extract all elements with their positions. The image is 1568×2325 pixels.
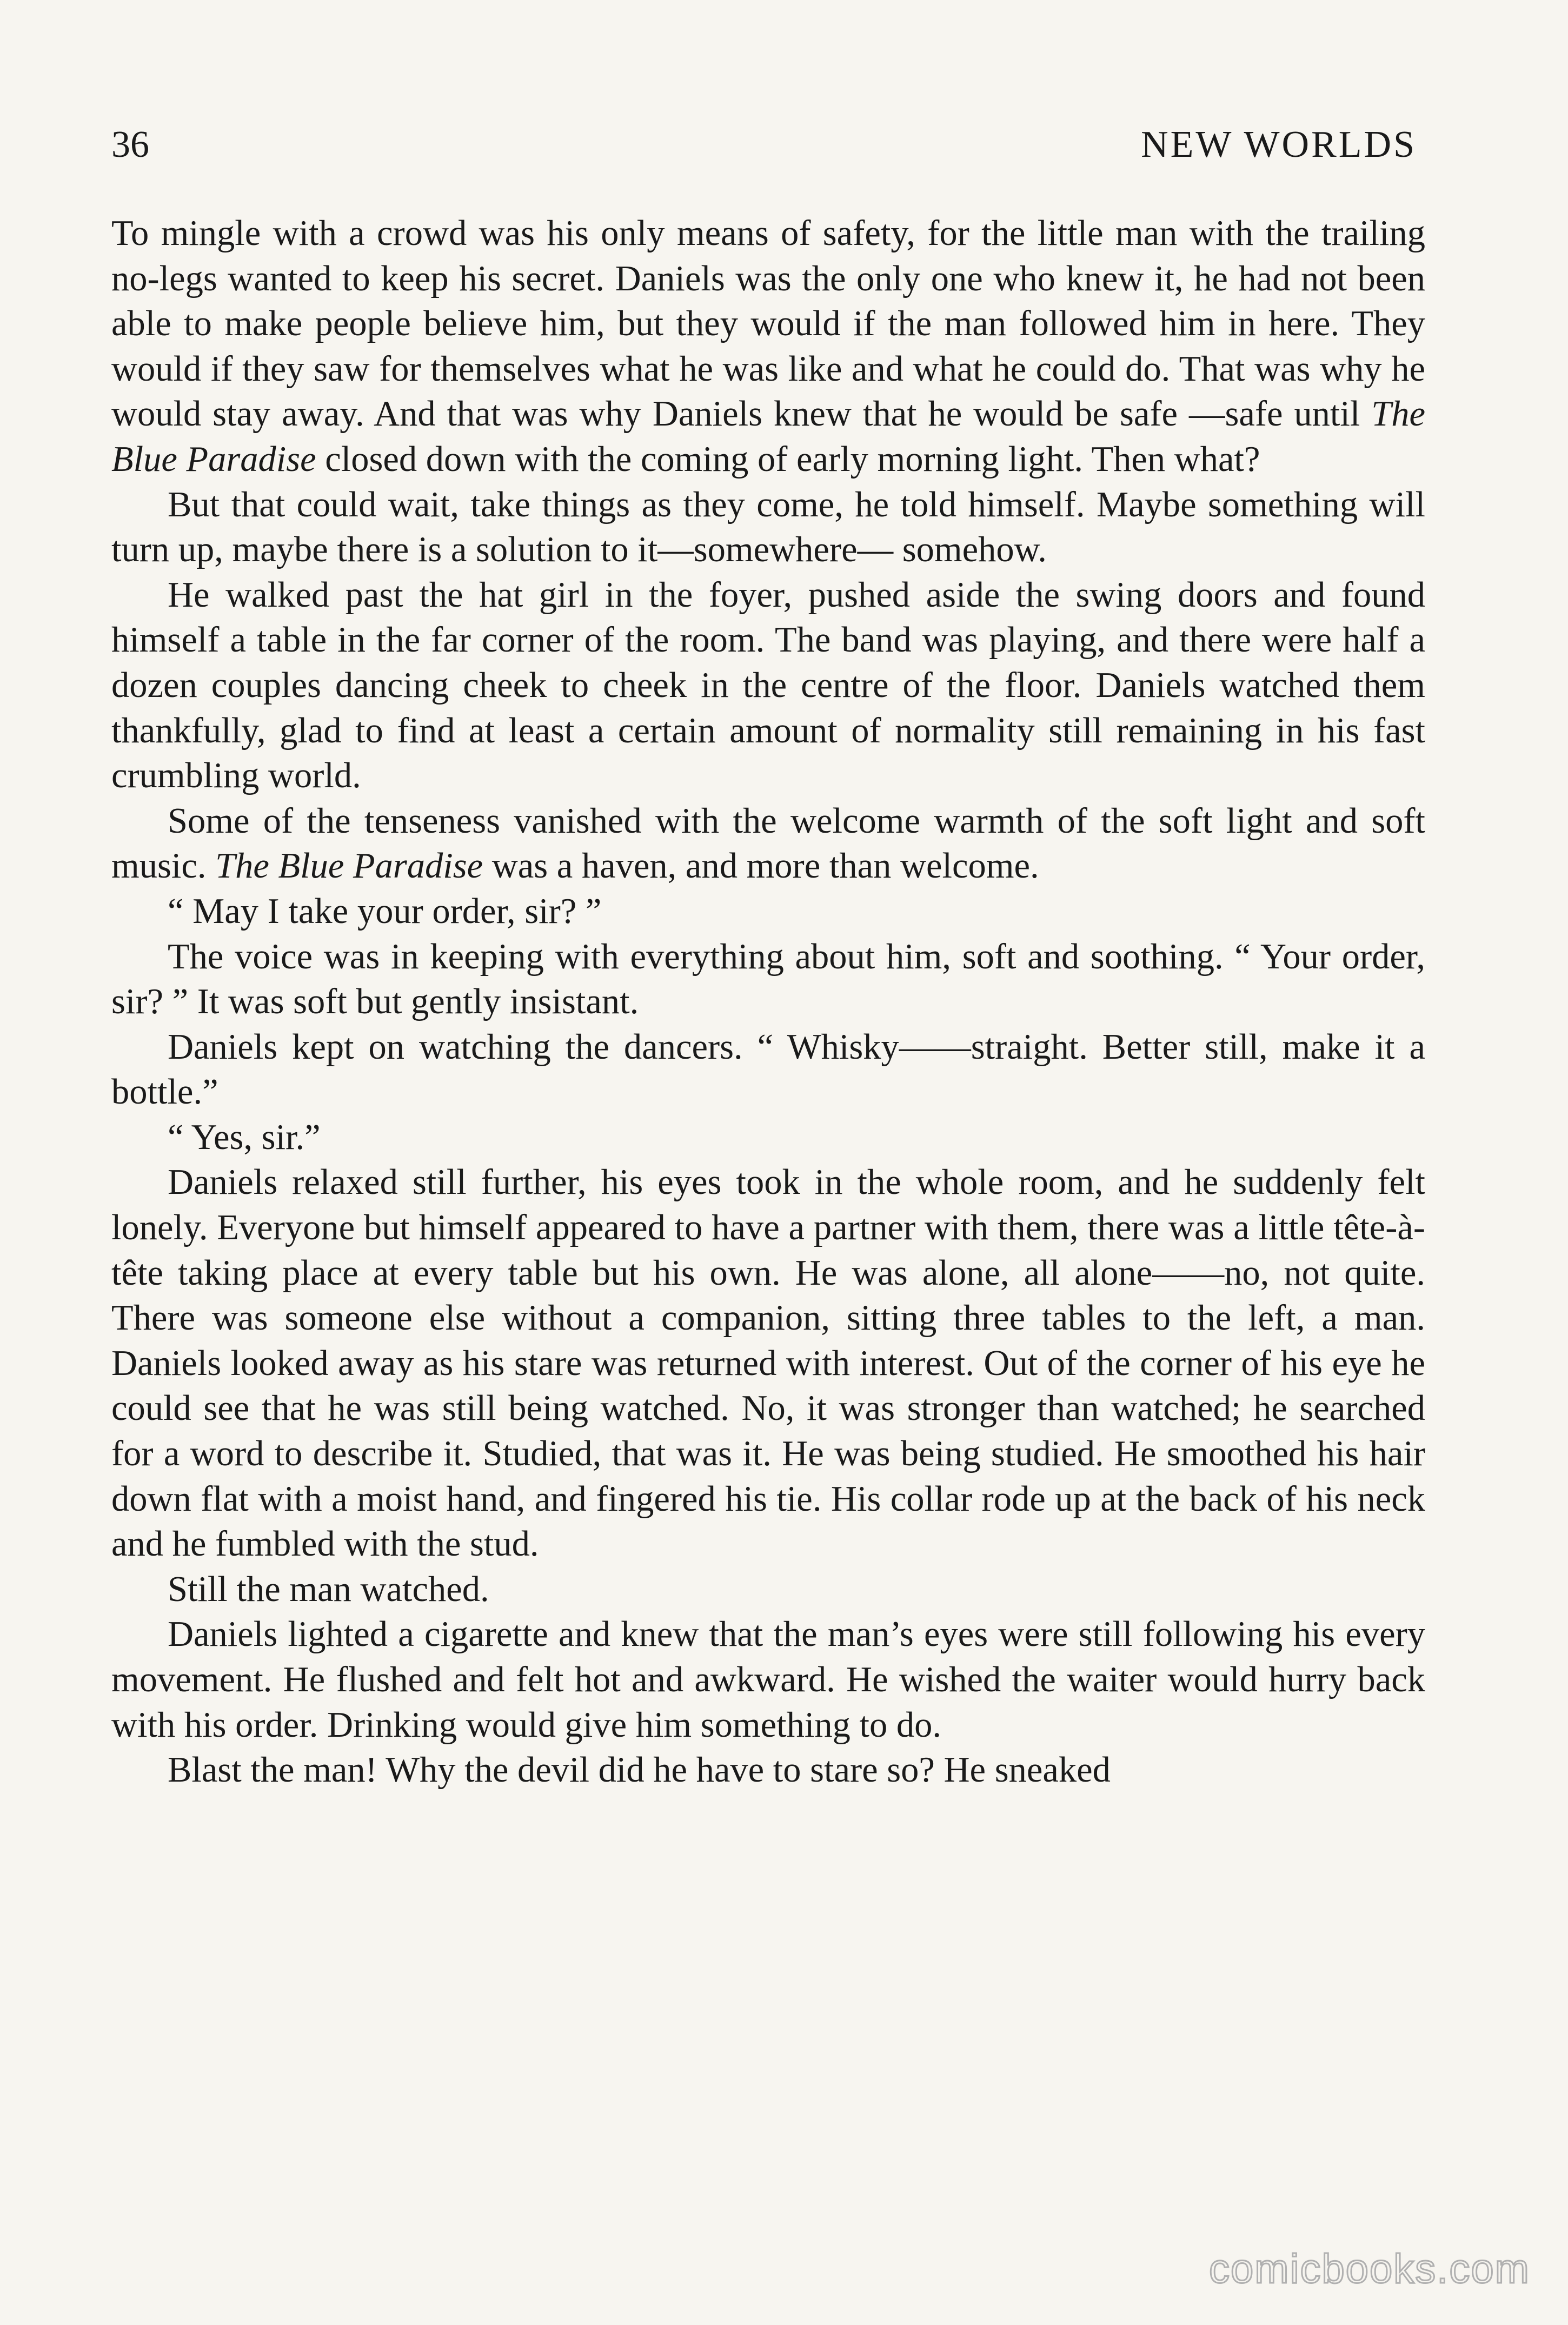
paragraph-text: Blast the man! Why the devil did he have to stare so? He sneaked [168, 1750, 1111, 1790]
paragraph-text: To mingle with a crowd was his only means of safety, for the little man with the trailing no-legs wanted to keep his secret. Daniels was the only one who knew it, he had not been able to make people believe him, but they would if the man followed him in here. They would if they saw for themselves what he was like and what he could do. That was why he would stay away. And that was why Daniels knew that he would be safe —safe until [111, 214, 1425, 434]
running-title: NEW WORLDS [1141, 124, 1417, 165]
paragraph-text: Some of the tenseness vanished with the welcome warmth of the soft light and soft music. [111, 801, 1425, 886]
dialogue-paragraph [111, 889, 1425, 934]
paragraph [111, 573, 1425, 799]
paragraph [111, 1567, 1425, 1612]
paragraph-text: But that could wait, take things as they come, he told himself. Maybe something will turn up, maybe there is a solution to it—somewhere— somehow. [111, 484, 1425, 570]
paragraph-text: He walked past the hat girl in the foyer, pushed aside the swing doors and found himself a table in the far corner of the room. The band was playing, and there were half a dozen couples dancing cheek to cheek in the centre of the floor. Daniels watched them thankfully, glad to find at least a certain amount of normality still remaining in his fast crumbling world. [111, 575, 1425, 796]
publication-title: The Blue Paradise [215, 846, 483, 886]
paragraph-text: “ May I take your order, sir? ” [168, 891, 602, 931]
dialogue-paragraph [111, 1115, 1425, 1160]
paragraph-text: Daniels relaxed still further, his eyes took in the whole room, and he suddenly felt lonely. Everyone but himself appeared to have a partner with them, there was a little tête-à-tête taking place at every table but his own. He was alone, all alone——no, not quite. There was someone else without a companion, sitting three tables to the left, a man. Daniels looked away as his stare was returned with interest. Out of the corner of his eye he could see that he was still being watched. No, it was stronger than watched; he searched for a word to describe it. Studied, that was it. He was being studied. He smoothed his hair down flat with a moist hand, and fingered his tie. His collar rode up at the back of his neck and he fumbled with the stud. [111, 1162, 1425, 1564]
paragraph [111, 1025, 1425, 1115]
paragraph-text: “ Yes, sir.” [168, 1117, 321, 1157]
paragraph-text: The voice was in keeping with everything about him, soft and soothing. “ Your order, sir? ” It was soft but gently insistant. [111, 936, 1425, 1022]
paragraph [111, 1612, 1425, 1748]
publication-title: The Blue Paradise [111, 394, 1425, 479]
paragraph-text: Still the man watched. [168, 1569, 489, 1609]
paragraph [111, 1748, 1425, 1793]
paragraph [111, 482, 1425, 573]
paragraph [111, 799, 1425, 889]
paragraph [111, 211, 1425, 482]
paragraph-text: Daniels lighted a cigarette and knew that the man’s eyes were still following his every movement. He flushed and felt hot and awkward. He wished the waiter would hurry back with his order. Drinking would give him something to do. [111, 1615, 1425, 1745]
body-text [111, 211, 1425, 1793]
paragraph-text: Daniels kept on watching the dancers. “ Whisky——straight. Better still, make it a bottle.” [111, 1027, 1425, 1112]
source-watermark: comicbooks.com [1209, 2246, 1530, 2292]
paragraph [111, 934, 1425, 1025]
paragraph-text: was a haven, and more than welcome. [483, 846, 1039, 886]
page-number: 36 [111, 124, 149, 165]
page-header [111, 123, 1417, 177]
paragraph-text: closed down with the coming of early morning light. Then what? [316, 439, 1260, 479]
paragraph [111, 1160, 1425, 1566]
